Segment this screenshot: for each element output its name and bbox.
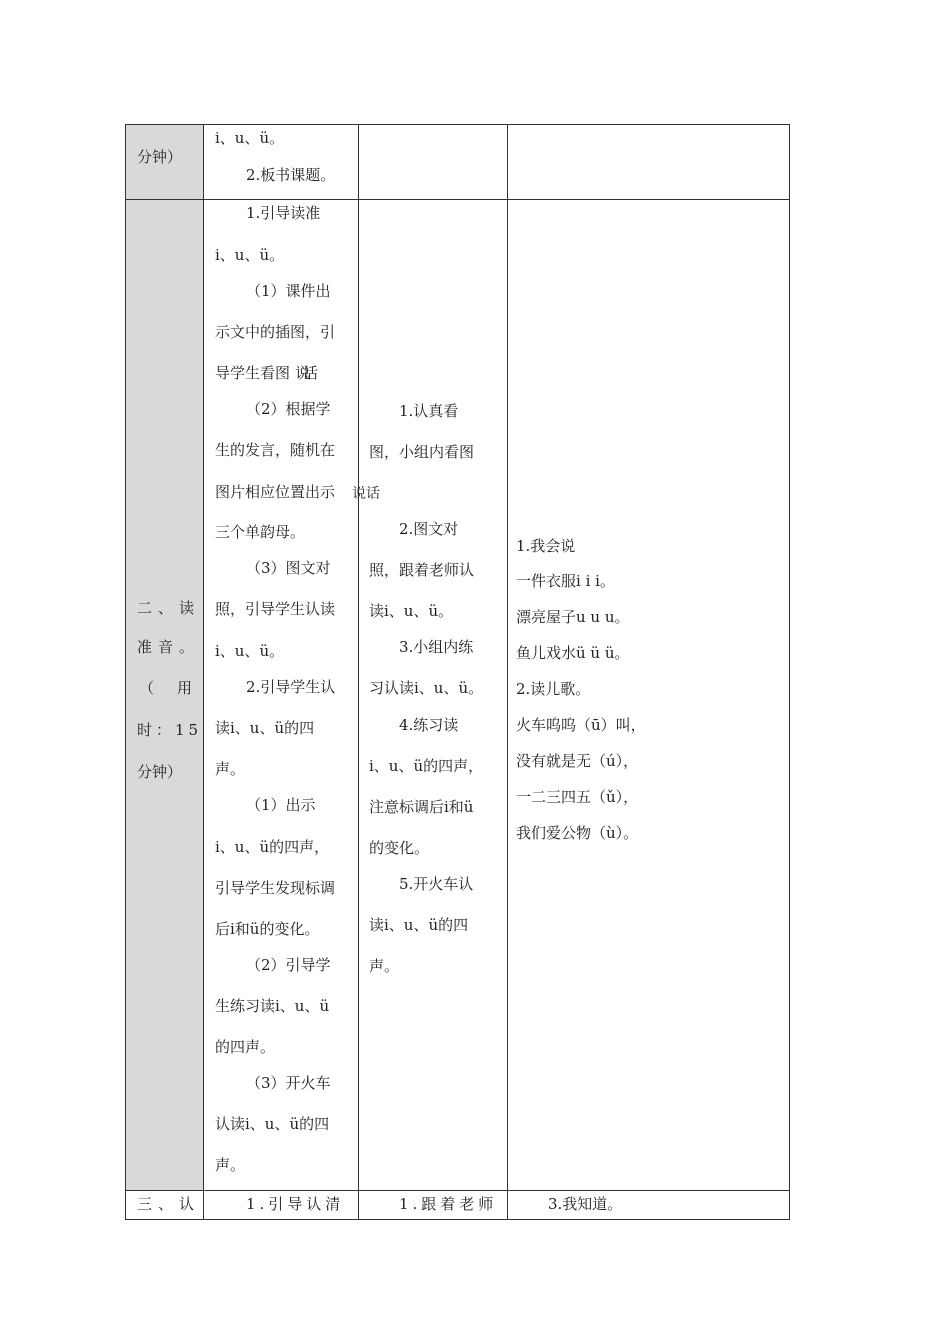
teacher-cell-text: （1）课件出 bbox=[246, 282, 331, 300]
notes-cell-text: 1.我会说 bbox=[516, 537, 576, 555]
teacher-cell-text: 2.板书课题。 bbox=[246, 166, 336, 184]
student-cell-text: 3.小组内练 bbox=[399, 638, 474, 656]
student-cell-text: 图，小组内看图 bbox=[369, 443, 475, 461]
student-cell-text: 2.图文对 bbox=[399, 520, 459, 538]
teacher-cell-text: 后i和ü的变化。 bbox=[215, 920, 320, 938]
student-cell-text: 1.认真看 bbox=[399, 402, 459, 420]
notes-cell-text: 2.读儿歌。 bbox=[516, 680, 591, 698]
teacher-cell-text: 认读i、u、ü的四 bbox=[215, 1115, 330, 1133]
student-cell-text: 声。 bbox=[369, 957, 400, 975]
student-cell-text: 注意标调后i和ü bbox=[369, 798, 474, 816]
teacher-cell-text: 三个单韵母。 bbox=[215, 523, 306, 541]
teacher-cell-text: 引导学生发现标调 bbox=[215, 879, 336, 897]
student-cell-text: 1.跟着老师 bbox=[399, 1195, 498, 1213]
notes-cell-text: 鱼儿戏水ü ü ü。 bbox=[516, 644, 630, 662]
teacher-cell-text: i、u、ü。 bbox=[215, 246, 285, 264]
teacher-cell-text: （3）图文对 bbox=[246, 559, 331, 577]
notes-cell-text: 火车呜呜（ū）叫， bbox=[516, 716, 646, 734]
student-cell-text: 4.练习读 bbox=[399, 716, 459, 734]
teacher-cell-text: 照，引导学生认读 bbox=[215, 600, 336, 618]
row-divider bbox=[126, 1190, 789, 1191]
teacher-cell-text: 1.引导认清 bbox=[246, 1195, 345, 1213]
teacher-cell-text: （2）根据学 bbox=[246, 400, 331, 418]
notes-cell-text: 3.我知道。 bbox=[548, 1195, 623, 1213]
stage-cell-text: 三、认 bbox=[137, 1195, 201, 1213]
notes-cell-text: 漂亮屋子u u u。 bbox=[516, 608, 630, 626]
teacher-cell-text: 1.引导读准 bbox=[246, 204, 321, 222]
teacher-cell-text: i、u、ü。 bbox=[215, 642, 285, 660]
notes-cell-text: 我们爱公物（ù）。 bbox=[516, 824, 639, 842]
teacher-cell-text: 2.引导学生认 bbox=[246, 678, 336, 696]
teacher-cell-text: i、u、ü。 bbox=[215, 129, 285, 147]
teacher-cell-text: 示文中的插图，引 bbox=[215, 323, 336, 341]
teacher-cell-text: 的四声。 bbox=[215, 1038, 276, 1056]
stage-cell-text: 分钟） bbox=[137, 763, 183, 781]
column-divider bbox=[203, 125, 204, 1219]
student-cell-text: 5.开火车认 bbox=[399, 875, 474, 893]
stage-cell-text: 二、读 bbox=[137, 599, 201, 617]
lesson-plan-table bbox=[125, 124, 790, 1220]
stage-cell-text: 分钟） bbox=[137, 148, 183, 166]
teacher-cell-text: i、u、ü的四声， bbox=[215, 838, 330, 856]
teacher-cell-text: 图片相应位置出示 bbox=[215, 483, 336, 501]
student-cell-text: 习认读i、u、ü。 bbox=[369, 679, 484, 697]
notes-cell-text: 一件衣服i i i。 bbox=[516, 572, 615, 590]
teacher-cell-text: 声。 bbox=[215, 760, 246, 778]
teacher-cell-text: 读i、u、ü的四 bbox=[215, 719, 315, 737]
notes-cell-text: 一二三四五（ǔ）， bbox=[516, 788, 639, 806]
teacher-cell-text: （3）开火车 bbox=[246, 1074, 331, 1092]
teacher-cell-text: 生练习读i、u、ü bbox=[215, 997, 330, 1015]
row-divider bbox=[126, 199, 789, 200]
column-divider bbox=[358, 125, 359, 1219]
student-cell-text: 读i、u、ü的四 bbox=[369, 916, 469, 934]
stage-cell-text: （ bbox=[139, 679, 155, 697]
student-cell-text: 的变化。 bbox=[369, 839, 430, 857]
stage-cell-text: 时：15 bbox=[137, 721, 203, 739]
teacher-cell-text: 生的发言，随机在 bbox=[215, 441, 336, 459]
teacher-cell-text: （2）引导学 bbox=[246, 956, 331, 974]
stage-cell-text: 用 bbox=[177, 679, 193, 697]
student-cell-text: i、u、ü的四声， bbox=[369, 757, 484, 775]
student-cell-text: 说话 bbox=[352, 486, 380, 502]
column-divider bbox=[507, 125, 508, 1219]
teacher-cell-text: 说话 bbox=[295, 364, 312, 382]
notes-cell-text: 没有就是无（ú）， bbox=[516, 752, 639, 770]
teacher-cell-text: （1）出示 bbox=[246, 796, 316, 814]
teacher-cell-text: 导学生看图 bbox=[215, 364, 291, 382]
stage-cell-text: 准音。 bbox=[137, 638, 201, 656]
student-cell-text: 照，跟着老师认 bbox=[369, 561, 475, 579]
teacher-cell-text: 声。 bbox=[215, 1156, 246, 1174]
student-cell-text: 读i、u、ü。 bbox=[369, 602, 454, 620]
